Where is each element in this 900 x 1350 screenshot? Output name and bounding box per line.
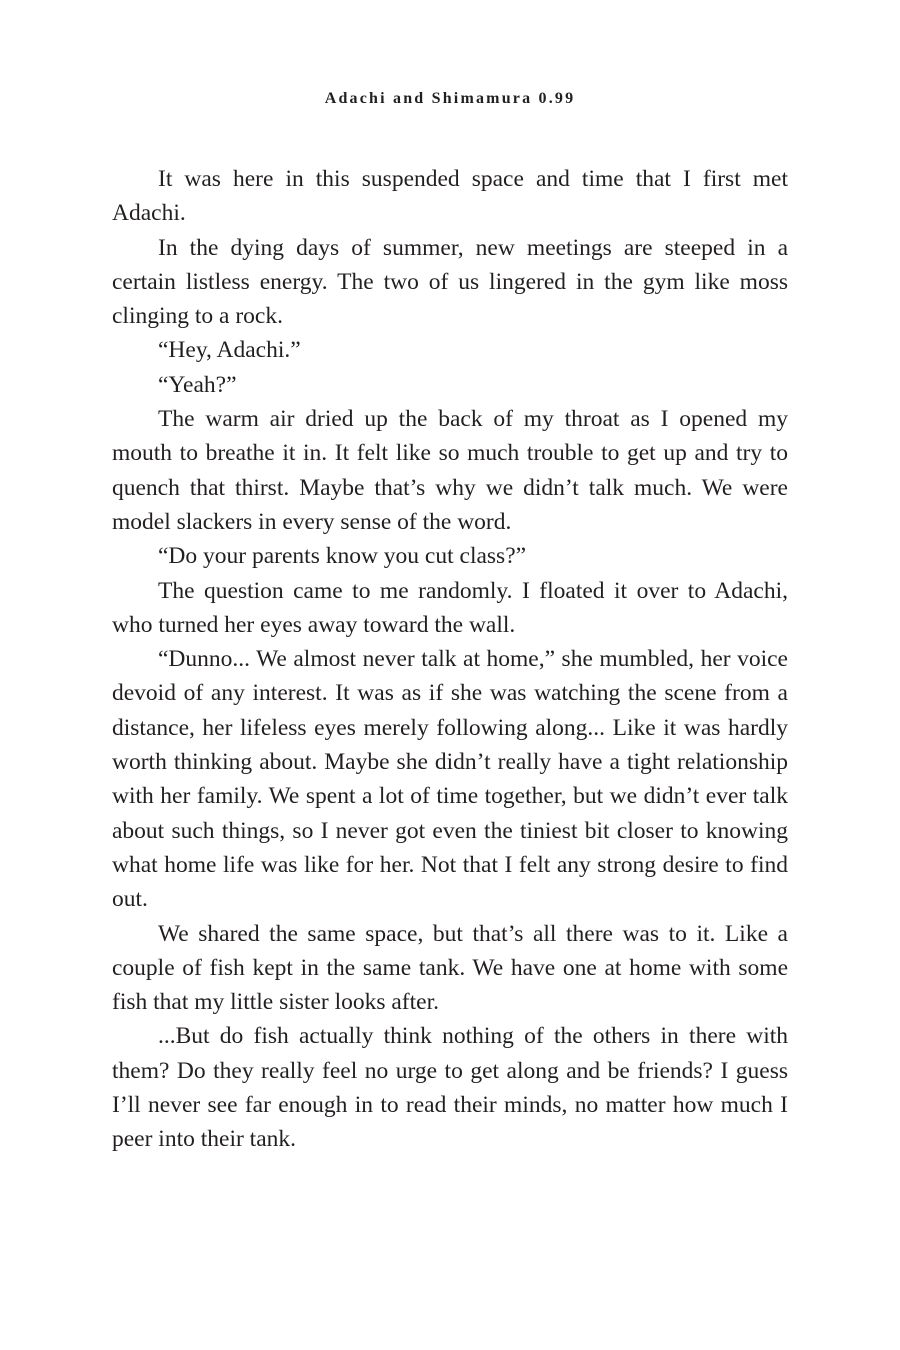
- paragraph: “Yeah?”: [158, 371, 237, 398]
- paragraph: It was here in this suspended space and time that I first met Adachi.: [112, 166, 788, 227]
- paragraph: “Dunno... We almost never talk at home,” she mumbled, her voice devoid of any interest. It was as if she was watching the scene from a distance, her lifeless eyes merely following along... Like it was hardly worth thinking about. Maybe she didn’t really have a tight relationship with her family. We spent a lot of time together, but we didn’t ever talk about such things, so I never got even the tiniest bit closer to knowing what home life was like for her. Not that I felt any strong desire to find out.: [112, 646, 788, 913]
- paragraph: “Do your parents know you cut class?”: [158, 543, 527, 570]
- paragraph: The warm air dried up the back of my throat as I opened my mouth to breathe it in. It felt like so much trouble to get up and try to quench that thirst. Maybe that’s why we didn’t talk much. We were model slackers in every sense of the word.: [112, 406, 788, 535]
- paragraph: “Hey, Adachi.”: [158, 337, 301, 364]
- body-text: [112, 162, 788, 1157]
- paragraph: The question came to me randomly. I floated it over to Adachi, who turned her eyes away toward the wall.: [112, 577, 788, 638]
- running-head-title: Adachi and Shimamura 0.99: [324, 90, 576, 107]
- paragraph: In the dying days of summer, new meetings are steeped in a certain listless energy. The two of us lingered in the gym like moss clinging to a rock.: [112, 234, 788, 330]
- paragraph: ...But do fish actually think nothing of the others in there with them? Do they really feel no urge to get along and be friends? I guess I’ll never see far enough in to read their minds, no matter how much I peer into their tank.: [112, 1023, 788, 1153]
- paragraph: We shared the same space, but that’s all there was to it. Like a couple of fish kept in the same tank. We have one at home with some fish that my little sister looks after.: [112, 920, 788, 1016]
